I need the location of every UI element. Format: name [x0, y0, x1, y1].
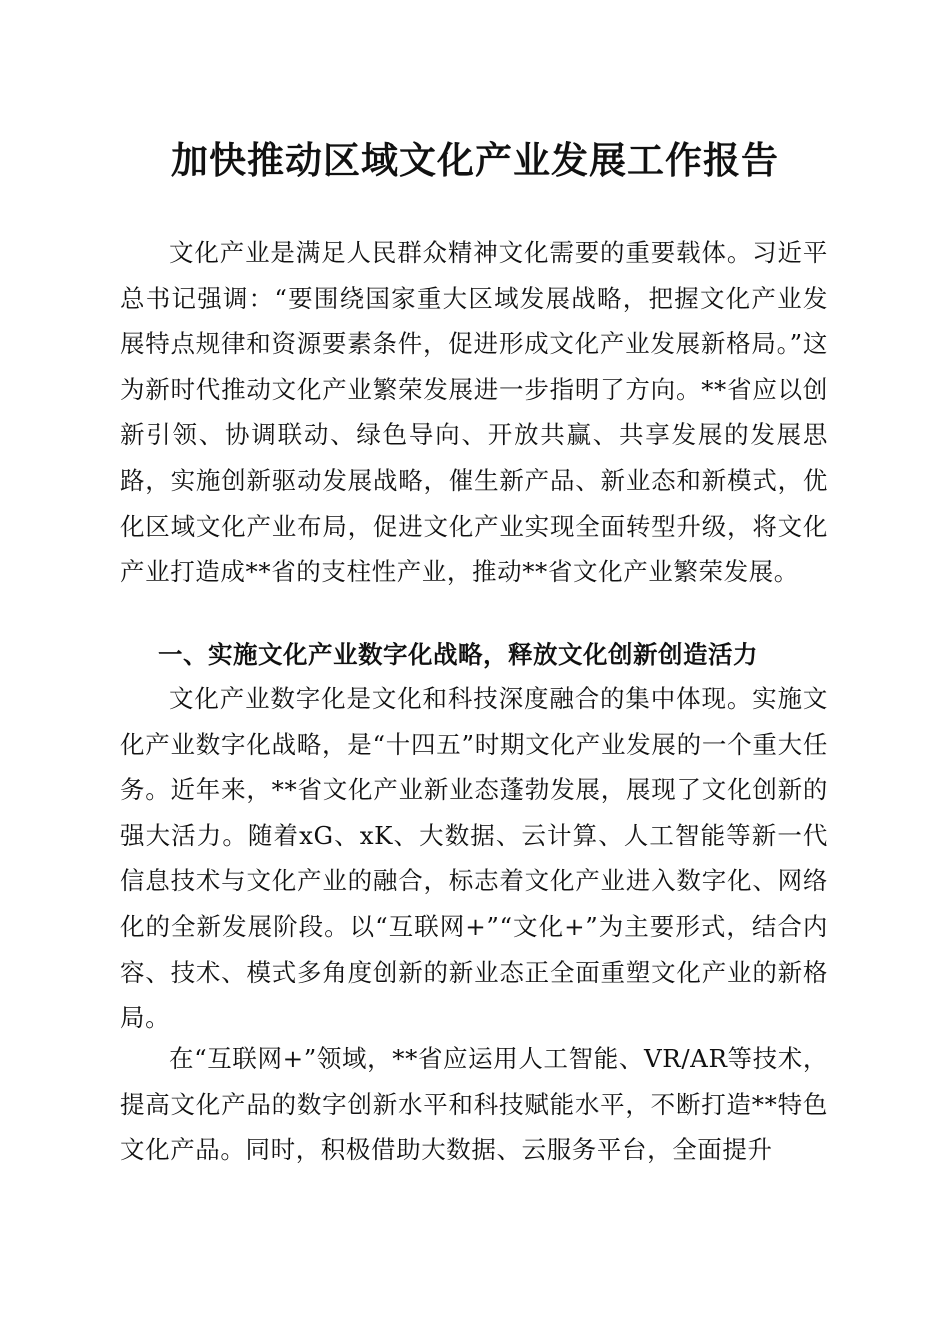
section-heading-1: 一、实施文化产业数字化战略，释放文化创新创造活力: [158, 640, 758, 669]
section1-paragraph-1: 文化产业数字化是文化和科技深度融合的集中体现。实施文化产业数字化战略，是“十四五”时期文化产业发展的一个重大任务。近年来，**省文化产业新业态蓬勃发展，展现了文化创新的强大活力。随着xG、xK、大数据、云计算、人工智能等新一代信息技术与文化产业的融合，标志着文化产业进入数字化、网络化的全新发展阶段。以“互联网+”“文化+”为主要形式，结合内容、技术、模式多角度创新的新业态正全面重塑文化产业的新格局。: [120, 684, 828, 1033]
section1-paragraph-2: 在“互联网+”领域，**省应运用人工智能、VR/AR等技术，提高文化产品的数字创新水平和科技赋能水平，不断打造**特色文化产品。同时，积极借助大数据、云服务平台，全面提升: [120, 1044, 828, 1165]
document-title: 加快推动区域文化产业发展工作报告: [171, 138, 779, 182]
intro-paragraph: 文化产业是满足人民群众精神文化需要的重要载体。习近平总书记强调：“要围绕国家重大区域发展战略，把握文化产业发展特点规律和资源要素条件，促进形成文化产业发展新格局。”这为新时代推动文化产业繁荣发展进一步指明了方向。**省应以创新引领、协调联动、绿色导向、开放共赢、共享发展的发展思路，实施创新驱动发展战略，催生新产品、新业态和新模式，优化区域文化产业布局，促进文化产业实现全面转型升级，将文化产业打造成**省的支柱性产业，推动**省文化产业繁荣发展。: [120, 238, 828, 587]
